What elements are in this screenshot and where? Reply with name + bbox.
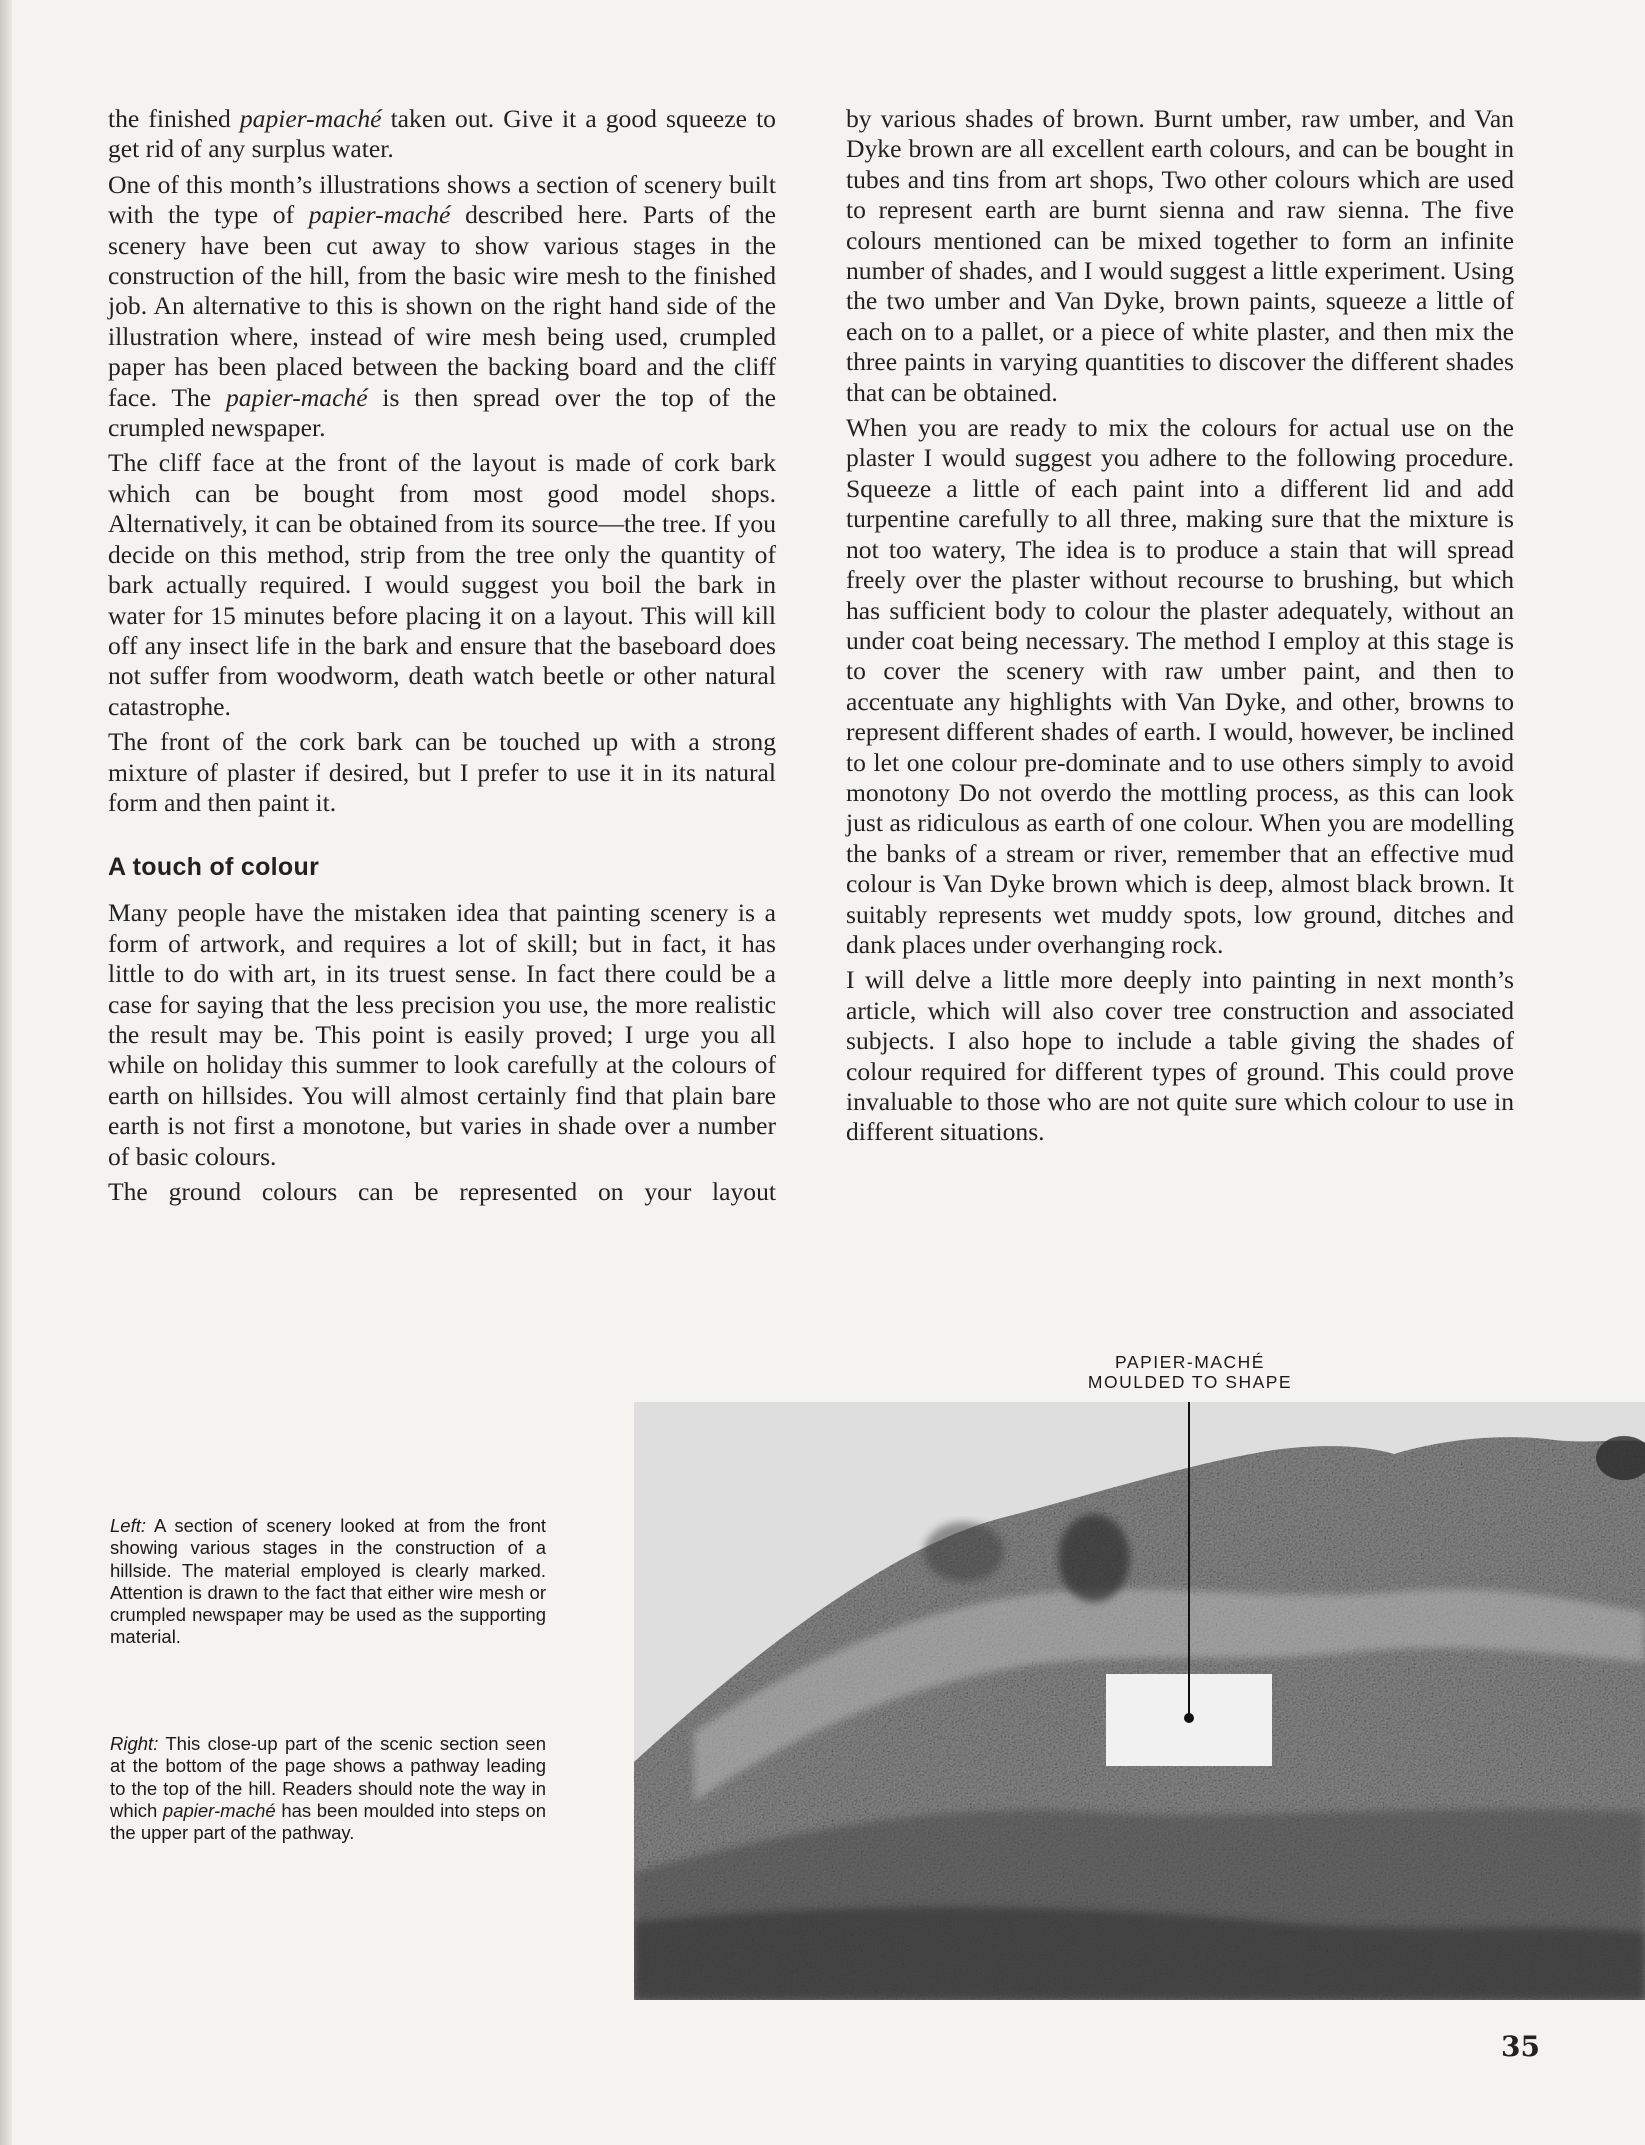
section-heading: A touch of colour [108,853,320,882]
paragraph: by various shades of brown. Burnt umber, raw umber, and Van Dyke brown are all excellent earth colours, and can be bought in tubes and tins from art shops, Two other colours which are used to represent earth are burnt sienna and raw sienna. The five colours mentioned can be mixed together to form an infinite number of shades, and I would suggest a little experiment. Using the two umber and Van Dyke, brown paints, squeeze a little of each on to a pallet, or a piece of white plaster, and then mix the three paints in varying quantities to discover the different shades that can be obtained. [846,104,1514,407]
paragraph: Many people have the mistaken idea that painting scenery is a form of artwork, and requires a lot of skill; but in fact, it has little to do with art, in its truest sense. In fact there could be a case for saying that the less precision you use, the more realistic the result may be. This point is easily proved; I urge you all while on holiday this summer to look carefully at the colours of earth on hillsides. You will almost certainly find that plain bare earth is not first a monotone, but varies in shade over a number of basic colours. [108,898,776,1171]
paragraph: I will delve a little more deeply into painting in next month’s article, which will also cover tree construction and associated subjects. I also hope to include a table giving the shades of colour required for different types of ground. This could prove invaluable to those who are not quite sure which colour to use in different situations. [846,965,1514,1147]
paragraph: The ground colours can be represented on your layout [108,1177,776,1206]
callout-leader-dot [1184,1713,1194,1723]
caption-text: A section of scenery looked at from the front showing various stages in the construction of a hillside. The material employed is clearly marked. Attention is drawn to the fact that either wire mesh or crumpled newspaper may be used as the supporting material. [110,1515,546,1648]
left-text-column [108,104,776,1212]
paragraph: the finished papier-maché taken out. Give it a good squeeze to get rid of any surplus water. [108,104,776,164]
figure-caption-left [110,1515,546,1649]
paragraph: The cliff face at the front of the layout is made of cork bark which can be bought from most good model shops. Alternatively, it can be obtained from its source—the tree. If you decide on this method, strip from the tree only the quantity of bark actually required. I would suggest you boil the bark in water for 15 minutes before placing it on a layout. This will kill off any insect life in the bark and ensure that the baseboard does not suffer from woodworm, death watch beetle or other natural catastrophe. [108,448,776,721]
paragraph: One of this month’s illustrations shows a section of scenery built with the type of papier-maché described here. Parts of the scenery have been cut away to show various stages in the construction of the hill, from the basic wire mesh to the finished job. An alternative to this is shown on the right hand side of the illustration where, instead of wire mesh being used, crumpled paper has been placed between the backing board and the cliff face. The papier-maché is then spread over the top of the crumpled newspaper. [108,169,776,443]
right-text-column [846,104,1514,1153]
paragraph: When you are ready to mix the colours for actual use on the plaster I would suggest you adhere to the following procedure. Squeeze a little of each paint into a different lid and add turpentine carefully to all three, making sure that the mixture is not too watery, The idea is to produce a stain that will spread freely over the plaster without recourse to brushing, but which has sufficient body to colour the plaster adequately, without an under coat being necessary. The method I employ at this stage is to cover the scenery with raw umber paint, and then to accentuate any highlights with Van Dyke, and other, browns to represent different shades of earth. I would, however, be inclined to let one colour pre-dominate and to use others simply to avoid monotony Do not overdo the mottling process, as this can look just as ridiculous as earth of one colour. When you are modelling the banks of a stream or river, remember that an effective mud colour is Van Dyke brown which is deep, almost black brown. It suitably represents wet muddy spots, low ground, ditches and dank places under overhanging rock. [846,413,1514,959]
caption-label: Right: [110,1733,159,1754]
hillside-scenery-photo [634,1402,1645,2000]
caption-label: Left: [110,1515,146,1536]
figure-callout-label: PAPIER-MACHÉ MOULDED TO SHAPE [1087,1352,1293,1392]
page-binding-edge [0,0,12,2145]
figure-caption-right: Right: This close-up part of the scenic section seen at the bottom of the page shows a pathway leading to the top of the hill. Readers should note the way in which papier-maché has been moulded into steps on the upper part of the pathway. [110,1733,546,1844]
paragraph: The front of the cork bark can be touched up with a strong mixture of plaster if desired, but I prefer to use it in its natural form and then paint it. [108,727,776,817]
page-number: 35 [1501,2030,1540,2063]
